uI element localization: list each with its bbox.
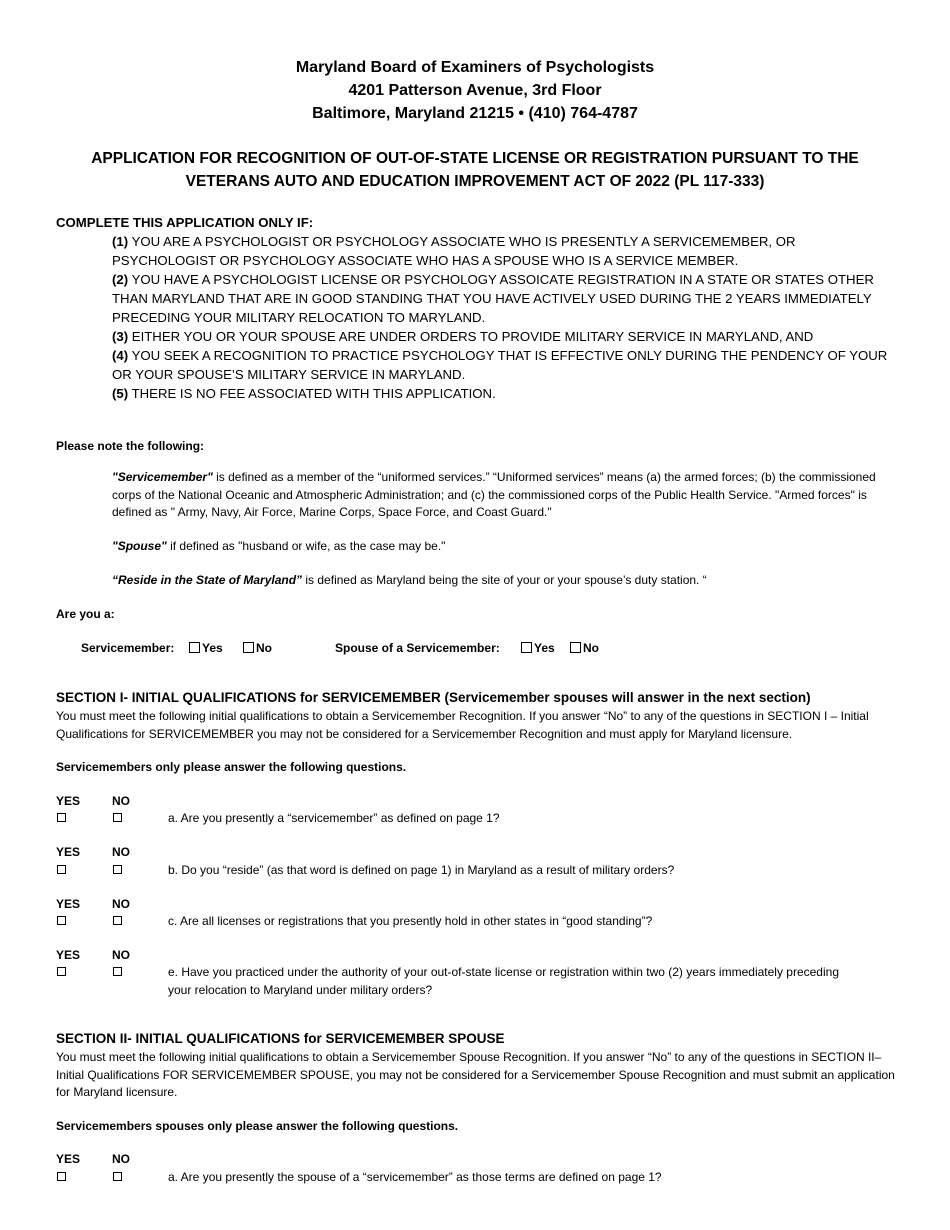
condition-text: YOU SEEK A RECOGNITION TO PRACTICE PSYCHOLOGY THAT IS EFFECTIVE ONLY DURING THE PENDENCY OF YOUR OR YOUR SPOUSE’S MILITARY SERVICE IN MARYLAND. [112, 348, 888, 382]
no-checkbox[interactable] [113, 1172, 122, 1181]
option-label: Yes [202, 641, 223, 655]
section1-instruction: Servicemembers only please answer the following questions. [56, 760, 407, 774]
yes-checkbox[interactable] [57, 1172, 66, 1181]
condition-item [112, 270, 897, 327]
conditions-list [112, 232, 897, 403]
yes-checkbox[interactable] [57, 813, 66, 822]
spouse-question-label: Spouse of a Servicemember: [335, 641, 500, 655]
no-column-label: NO [112, 897, 130, 911]
section2-heading: SECTION II- INITIAL QUALIFICATIONS for SERVICEMEMBER SPOUSE [56, 1031, 505, 1046]
condition-number: (5) [112, 386, 129, 401]
spouse-definition [112, 538, 902, 556]
no-column-label: NO [112, 794, 130, 808]
yes-column-label: YES [56, 1152, 81, 1166]
condition-item [112, 384, 897, 403]
are-you-heading: Are you a: [56, 607, 115, 621]
servicemember-term: "Servicemember" [112, 470, 213, 484]
section2-question-a: a. Are you presently the spouse of a “servicemember” as those terms are defined on page 1? [168, 1170, 662, 1184]
condition-number: (1) [112, 234, 129, 249]
section1-question-e: e. Have you practiced under the authority of your out-of-state license or registration within two (2) years immediately preceding your relocation to Maryland under military orders? [168, 965, 839, 997]
condition-text: YOU ARE A PSYCHOLOGIST OR PSYCHOLOGY ASSOCIATE WHO IS PRESENTLY A SERVICEMEMBER, OR PSYCHOLOGIST OR PSYCHOLOGY ASSOCIATE WHO HAS A SPOUSE WHO IS A SERVICE MEMBER. [112, 234, 796, 268]
checkbox-icon[interactable] [189, 642, 200, 653]
checkbox-icon[interactable] [243, 642, 254, 653]
condition-item [112, 327, 897, 346]
condition-text: THERE IS NO FEE ASSOCIATED WITH THIS APPLICATION. [131, 386, 496, 401]
no-checkbox[interactable] [113, 865, 122, 874]
servicemember-definition-text: is defined as a member of the “uniformed services.” “Uniformed services” means (a) the armed forces; (b) the commissioned corps of the National Oceanic and Atmospheric Administration; and (c) the commissioned corps of the Public Health Service. "Armed forces" is defined as " Army, Navy, Air Force, Marine Corps, Space Force, and Coast Guard." [112, 470, 876, 519]
yes-checkbox[interactable] [57, 916, 66, 925]
board-address-line1: 4201 Patterson Avenue, 3rd Floor [348, 82, 602, 99]
checkbox-icon[interactable] [570, 642, 581, 653]
section1-question-c: c. Are all licenses or registrations that you presently hold in other states in “good standing”? [168, 914, 653, 928]
yes-column-label: YES [56, 845, 81, 859]
condition-number: (4) [112, 348, 129, 363]
section1-intro: You must meet the following initial qualifications to obtain a Servicemember Recognition. If you answer “No” to any of the questions in SECTION I – Initial Qualifications for SERVICEMEMBER you may not be considered for a Servicemember Recognition and must apply for Maryland licensure. [56, 709, 869, 741]
board-name: Maryland Board of Examiners of Psychologists [295, 59, 655, 76]
board-address-line2: Baltimore, Maryland 21215 • (410) 764-4787 [312, 105, 638, 122]
no-column-label: NO [112, 948, 130, 962]
checkbox-icon[interactable] [521, 642, 532, 653]
conditions-heading: COMPLETE THIS APPLICATION ONLY IF: [56, 215, 314, 230]
section1-question-b: b. Do you “reside” (as that word is defined on page 1) in Maryland as a result of military orders? [168, 863, 675, 877]
form-title-line2: VETERANS AUTO AND EDUCATION IMPROVEMENT ACT OF 2022 (PL 117-333) [185, 173, 765, 190]
condition-text: EITHER YOU OR YOUR SPOUSE ARE UNDER ORDERS TO PROVIDE MILITARY SERVICE IN MARYLAND, AND [131, 329, 814, 344]
no-checkbox[interactable] [113, 813, 122, 822]
yes-checkbox[interactable] [57, 865, 66, 874]
yes-column-label: YES [56, 794, 81, 808]
notes-heading: Please note the following: [56, 439, 205, 453]
servicemember-no-option[interactable] [243, 640, 272, 658]
section2-intro: You must meet the following initial qualifications to obtain a Servicemember Spouse Recognition. If you answer “No” to any of the questions in SECTION II– Initial Qualifications FOR SERVICEMEMBER SPOUSE, you may not be considered for a Servicemember Spouse Recognition and must submit an application for Maryland licensure. [56, 1050, 895, 1099]
servicemember-yes-option[interactable] [189, 640, 223, 658]
servicemember-definition [112, 469, 902, 522]
no-checkbox[interactable] [113, 916, 122, 925]
yes-checkbox[interactable] [57, 967, 66, 976]
no-checkbox[interactable] [113, 967, 122, 976]
condition-number: (3) [112, 329, 129, 344]
reside-definition [112, 572, 902, 590]
spouse-yes-option[interactable] [521, 640, 555, 658]
reside-term: “Reside in the State of Maryland” [112, 573, 303, 587]
yes-column-label: YES [56, 897, 81, 911]
spouse-term: "Spouse" [112, 539, 167, 553]
condition-text: YOU HAVE A PSYCHOLOGIST LICENSE OR PSYCHOLOGY ASSOICATE REGISTRATION IN A STATE OR STATES OTHER THAN MARYLAND THAT ARE IN GOOD STANDING THAT YOU HAVE ACTIVELY USED DURING THE 2 YEARS IMMEDIATELY PRECEDING YOUR MILITARY RELOCATION TO MARYLAND. [112, 272, 874, 325]
condition-item [112, 232, 897, 270]
option-label: Yes [534, 641, 555, 655]
option-label: No [583, 641, 599, 655]
servicemember-question-label: Servicemember: [81, 641, 175, 655]
yes-column-label: YES [56, 948, 81, 962]
section1-question-a: a. Are you presently a “servicemember” as defined on page 1? [168, 811, 500, 825]
form-title-line1: APPLICATION FOR RECOGNITION OF OUT-OF-STATE LICENSE OR REGISTRATION PURSUANT TO THE [91, 150, 859, 167]
reside-definition-text: is defined as Maryland being the site of your or your spouse’s duty station. “ [302, 573, 707, 587]
option-label: No [256, 641, 272, 655]
condition-item [112, 346, 897, 384]
no-column-label: NO [112, 1152, 130, 1166]
condition-number: (2) [112, 272, 129, 287]
no-column-label: NO [112, 845, 130, 859]
spouse-no-option[interactable] [570, 640, 599, 658]
spouse-definition-text: if defined as "husband or wife, as the case may be." [166, 539, 446, 553]
section2-instruction: Servicemembers spouses only please answer the following questions. [56, 1119, 459, 1133]
section1-heading: SECTION I- INITIAL QUALIFICATIONS for SERVICEMEMBER (Servicemember spouses will answer in the next section) [56, 690, 811, 705]
